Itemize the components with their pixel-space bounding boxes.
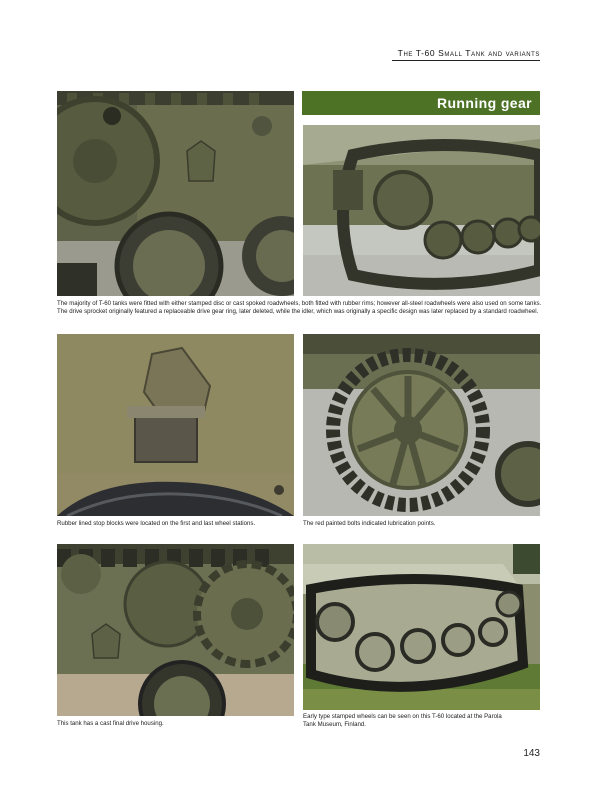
- page-number: 143: [523, 748, 540, 759]
- caption-stop-blocks: Rubber lined stop blocks were located on the first and last wheel stations.: [57, 520, 256, 527]
- running-head: The T-60 Small Tank and variants: [397, 48, 540, 58]
- photo-running-gear-side: [303, 125, 540, 296]
- caption-roadwheels: The majority of T-60 tanks were fitted with either stamped disc or cast spoked roadwheels, both fitted with rubber rims; however all-steel roadwheels were also used on some tanks. The drive sprocket originally featured a replaceable drive gear ring, later deleted, while the idler, which was originally a specific design was later replaced by a standard roadwheel.: [57, 300, 542, 316]
- caption-final-drive: This tank has a cast final drive housing.: [57, 720, 164, 727]
- photo-idler-track: [303, 334, 540, 516]
- photo-stop-block: [57, 334, 294, 516]
- caption-lubrication: The red painted bolts indicated lubrication points.: [303, 520, 436, 527]
- running-head-rule: [392, 60, 540, 61]
- section-title: Running gear: [436, 95, 532, 111]
- section-banner: [302, 91, 540, 115]
- photo-final-drive: [57, 544, 294, 716]
- photo-parola-tank: [303, 544, 540, 710]
- photo-sprocket-closeup: [57, 91, 294, 296]
- caption-parola: Early type stamped wheels can be seen on this T-60 located at the Parola Tank Museum, Finland.: [303, 713, 502, 729]
